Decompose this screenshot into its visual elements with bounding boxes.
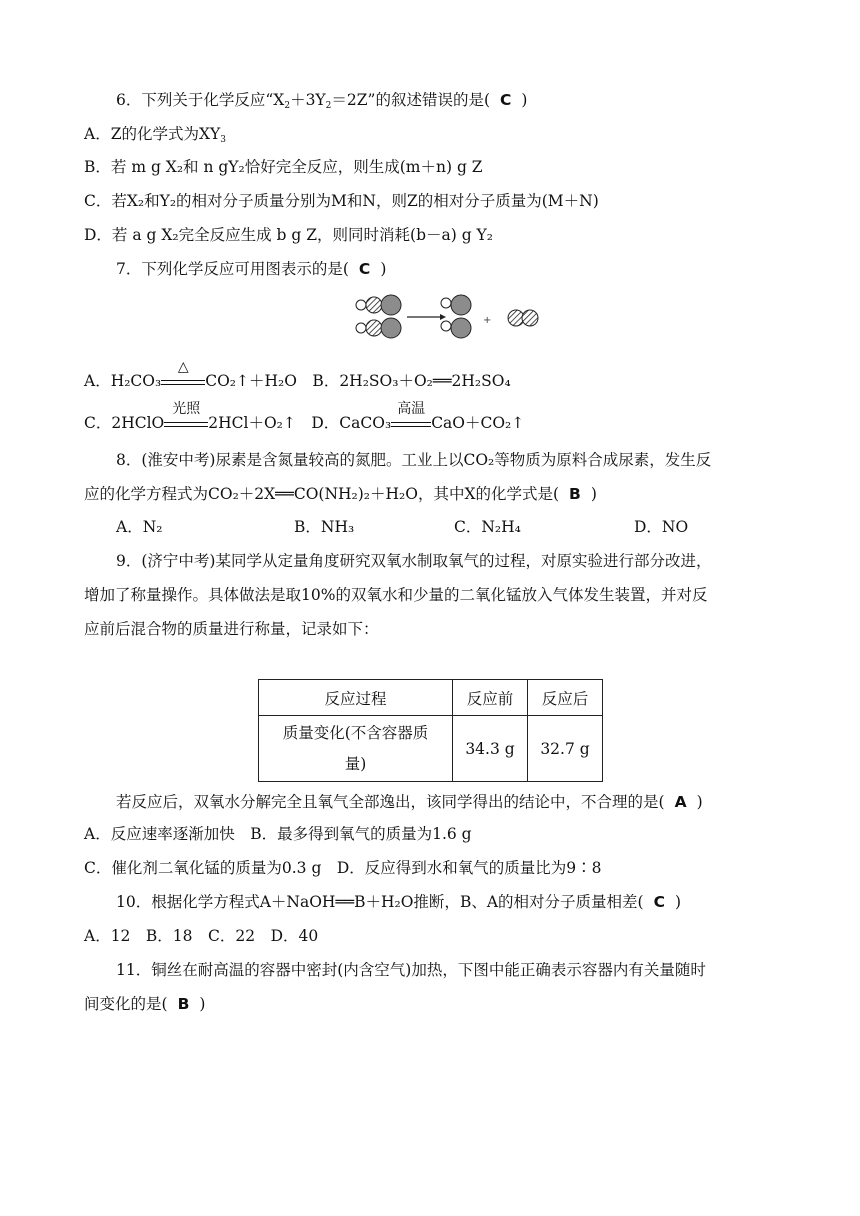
table-cell-line: 量) (344, 754, 367, 773)
table-row (259, 716, 603, 782)
q9-data-table (258, 679, 603, 782)
q7-options-cd (84, 401, 525, 433)
q6-stem-part: 6．下列关于化学反应“X (116, 91, 285, 109)
table-cell: 34.3 g (453, 716, 528, 782)
table-header: 反应过程 (259, 680, 453, 716)
q11-line2-text: 间变化的是( (84, 995, 168, 1013)
q9-line4 (116, 792, 703, 812)
q7-option-d-right: CaO＋CO₂↑ (431, 414, 525, 432)
product-molecule (508, 310, 538, 326)
table-header: 反应后 (528, 680, 603, 716)
q7-molecule-diagram (350, 290, 550, 346)
q7-answer: C (358, 260, 371, 278)
condition-high-temp: 高温 (397, 401, 426, 417)
reaction-arrow (407, 314, 446, 320)
q6-option-b: B．若 m g X₂和 n gY₂恰好完全反应，则生成(m＋n) g Z (84, 158, 483, 176)
q7-option-a-right: CO₂↑＋H₂O B．2H₂SO₃＋O₂══2H₂SO₄ (205, 372, 511, 390)
q6-stem-part: ＋3Y (290, 91, 326, 109)
q7-option-c-left: C．2HClO (84, 414, 165, 432)
q8-line2 (84, 484, 597, 504)
q10-stem (116, 892, 681, 912)
q6-stem-part: ＝2Z”的叙述错误的是( (331, 91, 491, 109)
q9-options-cd: C．催化剂二氧化锰的质量为0.3 g D．反应得到水和氧气的质量比为9∶8 (84, 859, 602, 877)
q10-options: A．12 B．18 C．22 D．40 (84, 927, 319, 945)
q7-option-c-condition (164, 401, 208, 433)
q6-option-a (84, 124, 226, 144)
product-molecule (441, 295, 471, 315)
q7-stem (116, 259, 386, 279)
q11-line2 (84, 994, 205, 1014)
q11-answer: B (177, 995, 190, 1013)
q6-option-a-sub: 3 (220, 135, 226, 145)
q9-line1: 9．(济宁中考)某同学从定量角度研究双氧水制取氧气的过程，对原实验进行部分改进， (116, 552, 712, 570)
q10-answer: C (653, 893, 665, 911)
q6-option-c: C．若X₂和Y₂的相对分子质量分别为M和N，则Z的相对分子质量为(M＋N) (84, 192, 599, 210)
q8-option-d: D．NO (634, 518, 689, 536)
q8-option-a: A．N₂ (116, 518, 163, 536)
product-molecule (441, 318, 471, 338)
q8-option-b: B．NH₃ (294, 518, 355, 536)
q7-option-a-condition (161, 359, 205, 391)
q7-option-d-condition (391, 401, 431, 433)
table-header-row (259, 680, 603, 716)
q6-answer: C (500, 91, 512, 109)
condition-light: 光照 (172, 401, 201, 417)
q10-close: ) (674, 893, 682, 911)
q8-line2-text: 应的化学方程式为CO₂＋2X══CO(NH₂)₂＋H₂O，其中X的化学式是( (84, 485, 560, 503)
q9-options-ab: A．反应速率逐渐加快 B．最多得到氧气的质量为1.6 g (84, 825, 472, 843)
reactant-molecule (356, 318, 401, 338)
q8-close: ) (590, 485, 597, 503)
table-cell-line: 质量变化(不含容器质 (282, 723, 429, 742)
q6-close: ) (521, 91, 528, 109)
q9-line3: 应前后混合物的质量进行称量，记录如下： (84, 620, 379, 638)
q9-line2: 增加了称量操作。具体做法是取10%的双氧水和少量的二氧化锰放入气体发生装置，并对反 (84, 586, 708, 604)
q6-option-a-text: A．Z的化学式为XY (84, 125, 221, 143)
q8-option-c: C．N₂H₄ (454, 518, 521, 536)
q9-line4-text: 若反应后，双氧水分解完全且氧气全部逸出，该同学得出的结论中，不合理的是( (116, 793, 665, 811)
plus-sign: + (483, 315, 492, 326)
q6-stem: 6．下列关于化学反应“$X_2+3Y_2=2Z$”的叙述错误的是( C ) (116, 91, 528, 111)
q7-option-a-left: A．H₂CO₃ (84, 372, 162, 390)
q9-close: ) (696, 793, 703, 811)
table-header: 反应前 (453, 680, 528, 716)
q11-line1: 11．铜丝在耐高温的容器中密封(内含空气)加热，下图中能正确表示容器内有关量随时 (116, 961, 706, 979)
condition-heat: △ (177, 359, 189, 375)
q9-answer: A (674, 793, 687, 811)
q7-option-c-right: 2HCl＋O₂↑ D．CaCO₃ (208, 414, 392, 432)
q7-stem-text: 7．下列化学反应可用图表示的是( (116, 260, 349, 278)
table-cell (259, 716, 453, 782)
q11-close: ) (199, 995, 206, 1013)
q8-answer: B (569, 485, 581, 503)
table-cell: 32.7 g (528, 716, 603, 782)
q6-option-d: D．若 a g X₂完全反应生成 b g Z，则同时消耗(b－a) g Y₂ (84, 226, 493, 244)
q8-line1: 8．(淮安中考)尿素是含氮量较高的氮肥。工业上以CO₂等物质为原料合成尿素，发生反 (116, 451, 712, 469)
reactant-molecule (356, 295, 401, 315)
q7-close: ) (380, 260, 387, 278)
q7-options-ab (84, 359, 511, 391)
q10-stem-text: 10．根据化学方程式A＋NaOH══B＋H₂O推断，B、A的相对分子质量相差( (116, 893, 644, 911)
